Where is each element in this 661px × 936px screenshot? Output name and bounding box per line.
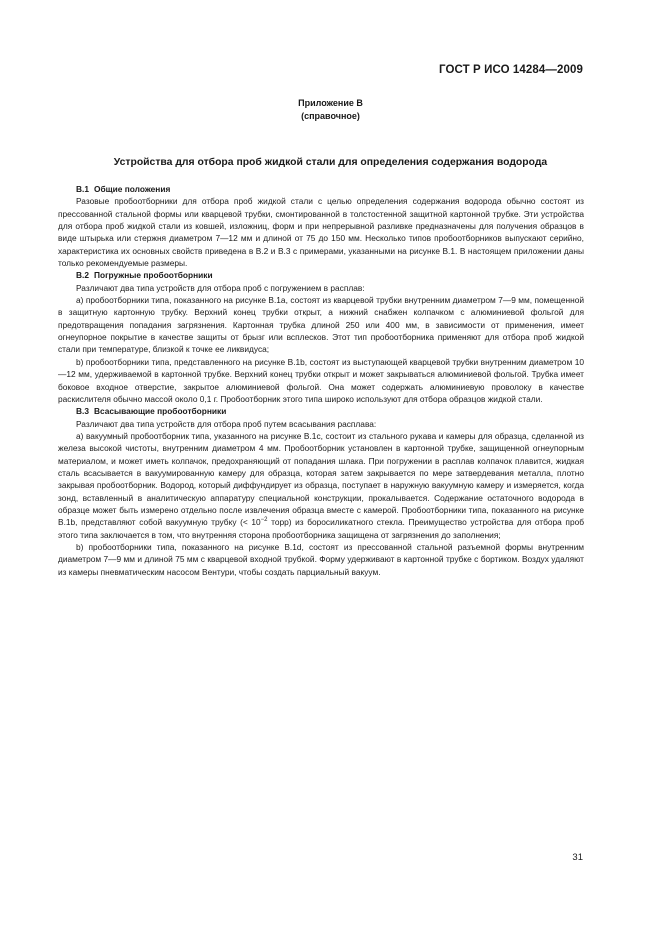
text-run: а) вакуумный пробоотборник типа, указанного на рисунке В.1с, состоит из стального рукава и камеры для образца, сделанной из железа высокой чистоты, внутренним диаметром 4 мм. Пробоотборник установлен в картонной трубке, защищенной огнеупорным материалом, и может иметь колпачок, предохраняющий от попадания шлака. При погружении в расплав колпачок плавится, жидкая сталь всасывается в вакуумированную камеру для образца, которая затем закрывается по мере затвердевания металла, плотно закрывая пробоотборник. Водород, который диффундирует из образца, поступает в наружную вакуумную камеру и измеряется, когда зонд, вставленный в аналитическую аппаратуру специальной конструкции, прокалывается. Содержание остаточного водорода в образце может быть измерено отдельно после извлечения образца вместе с камерой. Пробоотборники типа, показанного на рисунке В.1b, представляют собой вакуумную трубку (< 10 xyxy=(58,430,584,528)
paragraph: Разовые пробоотборники для отбора проб жидкой стали с целью определения содержания водорода обычно состоят из прессованной стальной формы или кварцевой трубки, смонтированной в толстостенной защитной картонной трубке. Эти устройства для отбора проб жидкой стали из ковшей, изложниц, форм и при непрерывной разливке предназначены для получения образцов в виде штырька или стержня диаметром 7—12 мм и длиной от 75 до 150 мм. Несколько типов пробоотборников выпускают серийно, характеристика их основных свойств приведена в В.2 и В.3 с примерами, указанными на рисунке В.1. В настоящем приложении даны только рекомендуемые размеры. xyxy=(58,196,584,269)
paragraph: Различают два типа устройств для отбора проб путем всасывания расплава: xyxy=(76,418,377,429)
document-body xyxy=(58,183,584,578)
section-title: Общие положения xyxy=(93,184,171,194)
page-number: 31 xyxy=(572,852,583,863)
section-number: В.2 xyxy=(76,270,89,281)
list-item: b) пробоотборники типа, показанного на рисунке В.1d, состоят из прессованной стальной разъемной формы внутренним диаметром 7—9 мм и длиной 75 мм с кварцевой входной трубкой. Форму удерживают в картонной трубке с бортиком. Воздух удаляют из камеры пневматическим насосом Вентури, чтобы создать парциальный вакуум. xyxy=(58,541,584,577)
appendix-heading xyxy=(0,97,661,123)
section-title: Всасывающие пробоотборники xyxy=(93,406,227,417)
list-item: b) пробоотборники типа, представленного на рисунке В.1b, состоят из выступающей кварцевой трубки внутренним диаметром 10—12 мм, удерживаемой в картонной трубке. Верхний конец трубки открыт и может закрываться алюминиевой фольгой. Трубка имеет боковое входное отверстие, закрытое алюминиевой фольгой. Она может содержать алюминиевую проволоку в качестве раскислителя обычно массой около 0,1 г. Пробоотборник этого типа широко используют для отбора образцов жидкой стали. xyxy=(58,356,584,404)
section-number: В.3 xyxy=(76,406,89,417)
appendix-note: (справочное) xyxy=(301,111,360,121)
section-heading-b2 xyxy=(58,269,584,281)
superscript: −2 xyxy=(260,517,268,524)
list-item: а) пробоотборники типа, показанного на рисунке В.1а, состоят из кварцевой трубки внутренним диаметром 7—9 мм, помещенной в защитную картонную трубку. Верхний конец трубки открыт, а нижний снабжен колпачком с алюминиевой фольгой для предотвращения попадания загрязнения. Картонная трубка длиной 250 или 400 мм, в зависимости от применения, имеет огнеупорное покрытие в качестве защиты от брызг или всплесков. Этот тип пробоотборника применяют для отбора проб жидкой стали при температуре, близкой к точке ее ликвидуса; xyxy=(58,295,584,355)
document-code: ГОСТ Р ИСО 14284—2009 xyxy=(438,64,583,76)
text-run: торр) из боросиликатного стекла. Преимущество устройства для отбора проб этого типа заключается в том, что внутренняя сторона пробоотборника защищена от загрязнения до заполнения; xyxy=(58,517,585,540)
appendix-label: Приложение В xyxy=(298,98,363,108)
appendix-title: Устройства для отбора проб жидкой стали для определения содержания водорода xyxy=(113,157,548,168)
section-heading-b1 xyxy=(58,183,584,195)
section-heading-b3 xyxy=(58,405,584,417)
list-item xyxy=(58,430,584,541)
section-number: В.1 xyxy=(76,184,89,194)
section-title: Погружные пробоотборники xyxy=(93,270,213,281)
paragraph: Различают два типа устройств для отбора проб с погружением в расплав: xyxy=(76,282,365,293)
